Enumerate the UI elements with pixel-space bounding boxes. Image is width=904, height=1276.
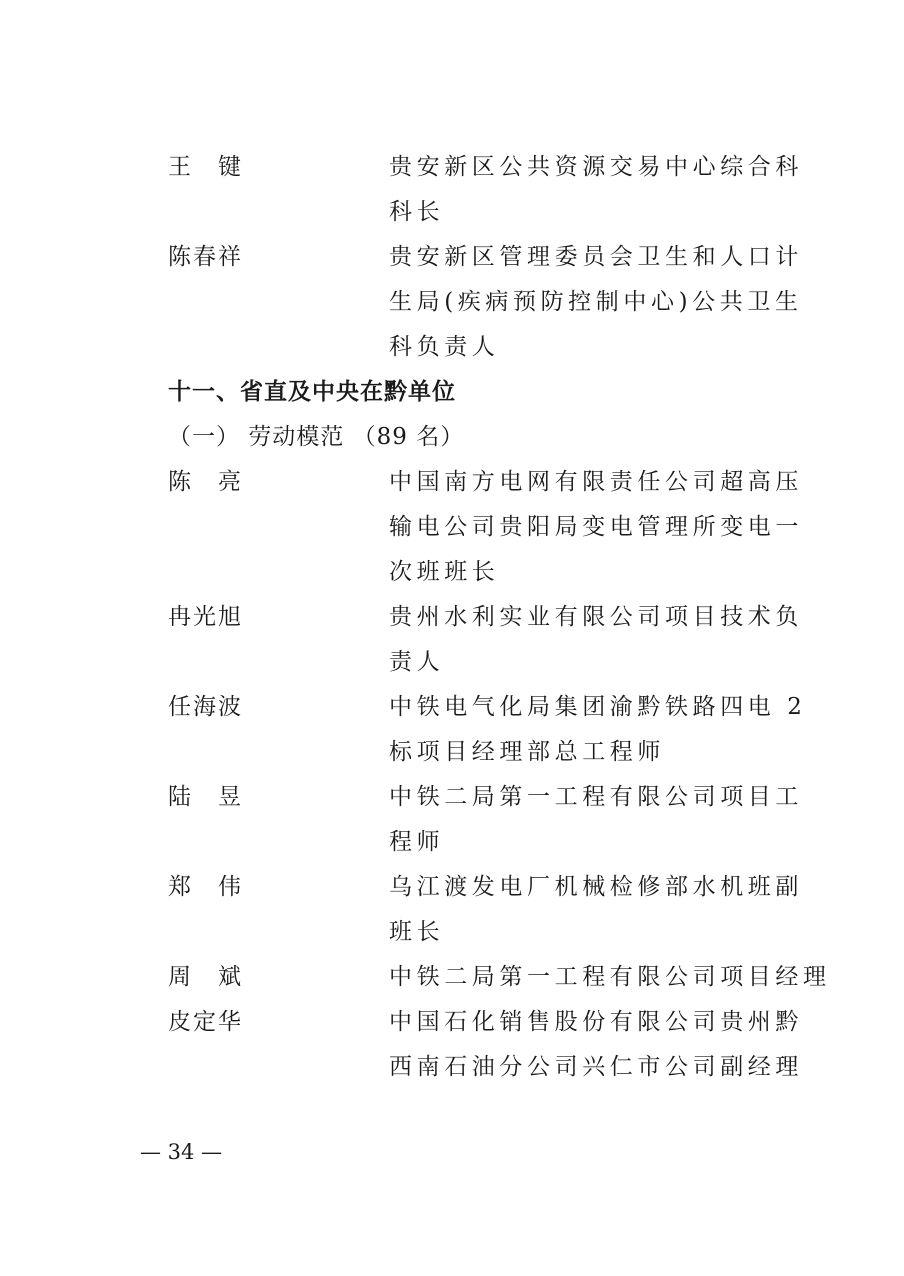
person-unit <box>389 145 803 235</box>
unit-line: 生局(疾病预防控制中心)公共卫生 <box>389 289 803 315</box>
page-number: — 34 — <box>140 1140 223 1164</box>
person-name: 郑 伟 <box>168 874 243 900</box>
section-subtitle: （一） 劳动模范 （89 名） <box>168 424 465 450</box>
person-unit <box>389 235 803 370</box>
person-name: 陈春祥 <box>168 244 243 270</box>
unit-line: 乌江渡发电厂机械检修部水机班副 <box>389 874 803 900</box>
unit-line: 输电公司贵阳局变电管理所变电一 <box>389 514 803 540</box>
unit-line: 标项目经理部总工程师 <box>389 739 665 765</box>
unit-line: 中铁电气化局集团渝黔铁路四电 2 <box>389 694 807 720</box>
person-unit <box>389 460 803 595</box>
unit-line: 贵州水利实业有限公司项目技术负 <box>389 604 803 630</box>
person-name: 陆 昱 <box>168 784 243 810</box>
unit-line: 次班班长 <box>389 559 500 585</box>
unit-line: 班长 <box>389 919 445 945</box>
person-name: 陈 亮 <box>168 469 243 495</box>
person-name: 任海波 <box>168 694 243 720</box>
person-unit <box>389 595 803 685</box>
unit-line: 贵安新区公共资源交易中心综合科 <box>389 154 803 180</box>
person-unit <box>389 685 807 775</box>
unit-line: 程师 <box>389 829 445 855</box>
person-name: 冉光旭 <box>168 604 243 630</box>
unit-line: 科负责人 <box>389 334 500 360</box>
unit-line: 中国南方电网有限责任公司超高压 <box>389 469 803 495</box>
unit-line: 科长 <box>389 199 445 225</box>
person-unit <box>389 1000 803 1090</box>
person-name: 王 键 <box>168 154 243 180</box>
person-name: 周 斌 <box>168 964 243 990</box>
person-unit <box>389 775 803 865</box>
unit-line: 中国石化销售股份有限公司贵州黔 <box>389 1009 803 1035</box>
section-title: 十一、省直及中央在黔单位 <box>168 379 456 405</box>
unit-line: 责人 <box>389 649 445 675</box>
unit-line: 中铁二局第一工程有限公司项目经理 <box>389 964 831 990</box>
unit-line: 西南石油分公司兴仁市公司副经理 <box>389 1054 803 1080</box>
unit-line: 中铁二局第一工程有限公司项目工 <box>389 784 803 810</box>
unit-line: 贵安新区管理委员会卫生和人口计 <box>389 244 803 270</box>
person-unit <box>389 865 803 955</box>
person-name: 皮定华 <box>168 1009 243 1035</box>
person-unit <box>389 955 831 1000</box>
